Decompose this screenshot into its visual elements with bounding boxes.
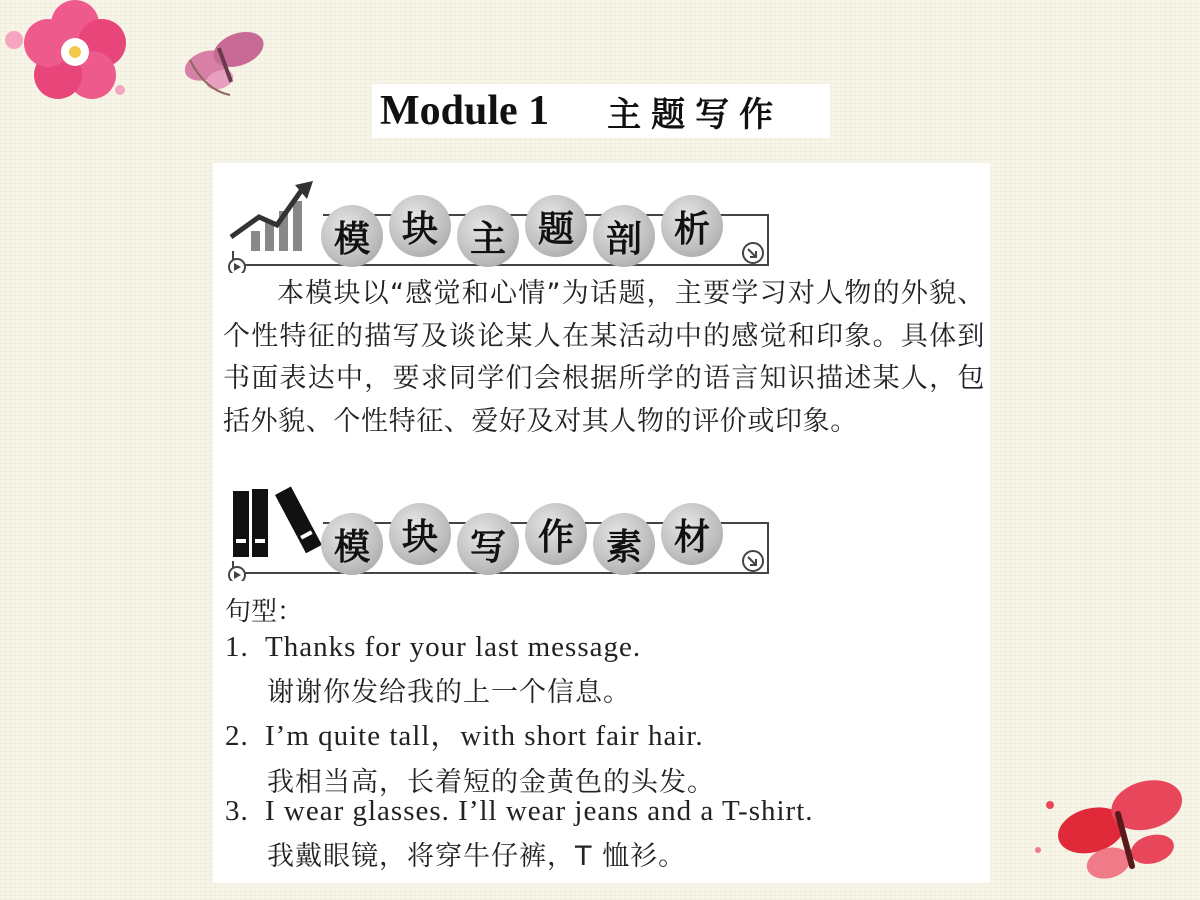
sentence-english: I’m quite tall，with short fair hair.: [265, 720, 704, 752]
heading-char: 主: [457, 205, 519, 267]
books-icon: [233, 487, 322, 557]
rising-chart-icon: [231, 181, 313, 251]
sentence-english: Thanks for your last message.: [265, 631, 642, 663]
sentence-english: I wear glasses. I’ll wear jeans and a T-shirt.: [265, 795, 814, 827]
sentence-chinese: 谢谢你发给我的上一个信息。: [267, 677, 631, 708]
heading-char: 剖: [593, 205, 655, 267]
heading-char: 模: [321, 205, 383, 267]
section-heading: [321, 503, 729, 575]
heading-char: 材: [661, 503, 723, 565]
sentence-number: 1.: [225, 631, 249, 663]
analysis-paragraph: 本模块以“感觉和心情”为话题，主要学习对人物的外貌、个性特征的描写及谈论某人在某活动中的感觉和印象。具体到书面表达中，要求同学们会根据所学的语言知识描述某人，包括外貌、个性特征、爱好及对其人物的评价或印象。: [223, 278, 985, 437]
heading-char: 块: [389, 195, 451, 257]
topic-title: 主题写作: [607, 94, 784, 135]
flower-decoration-icon: [0, 0, 300, 170]
page-title: [372, 84, 830, 138]
section-banner-materials: [223, 481, 773, 581]
sentence-number: 3.: [225, 795, 249, 827]
heading-char: 块: [389, 503, 451, 565]
heading-char: 题: [525, 195, 587, 257]
sentence-chinese: 我戴眼镜，将穿牛仔裤，T 恤衫。: [267, 841, 687, 872]
sentence-item: [225, 631, 985, 709]
section-banner-analysis: [223, 173, 773, 273]
heading-char: 写: [457, 513, 519, 575]
heading-char: 析: [661, 195, 723, 257]
sentence-item: [225, 713, 985, 799]
heading-char: 作: [525, 503, 587, 565]
sentence-patterns-label: 句型：: [225, 597, 304, 627]
module-title: Module 1: [380, 88, 550, 134]
sentence-chinese: 我相当高，长着短的金黄色的头发。: [267, 767, 715, 798]
section-heading: [321, 195, 729, 267]
heading-char: 模: [321, 513, 383, 575]
content-panel: [213, 163, 990, 883]
heading-char: 素: [593, 513, 655, 575]
sentence-number: 2.: [225, 720, 249, 752]
sentence-item: [225, 795, 985, 873]
butterfly-decoration-icon: [1030, 770, 1200, 900]
